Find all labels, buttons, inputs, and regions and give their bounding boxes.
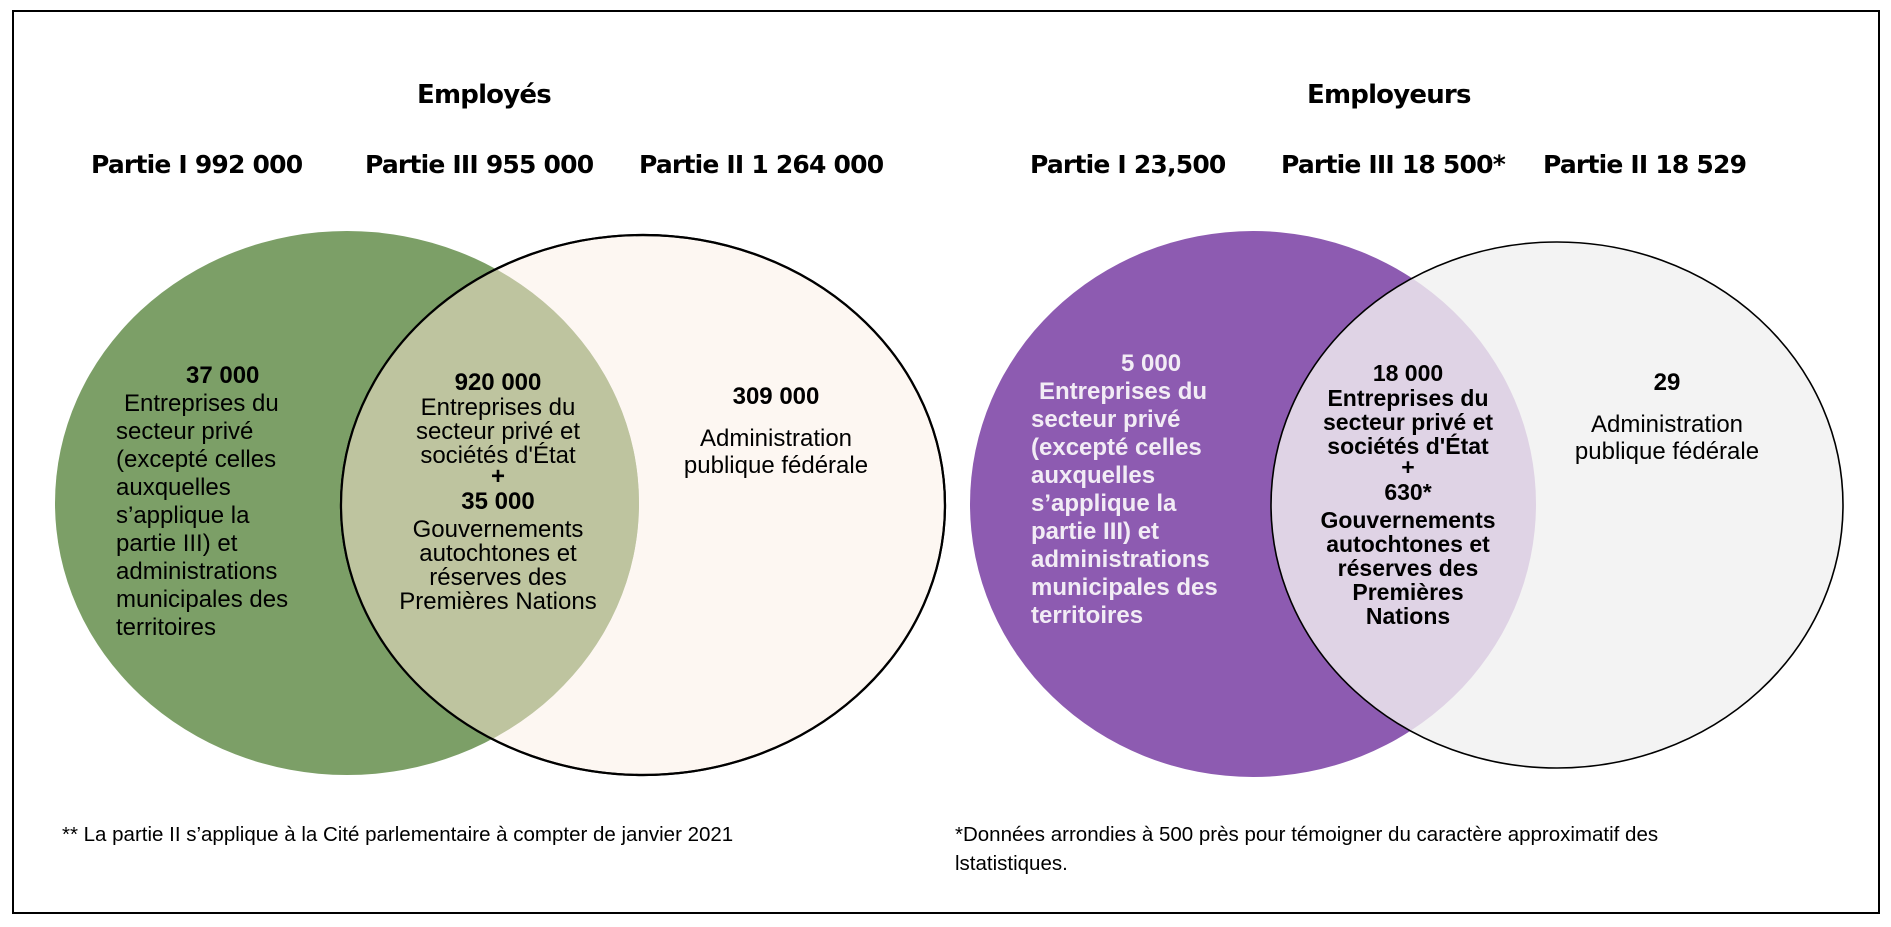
employeurs-title: Employeurs bbox=[1307, 80, 1471, 110]
employes-overlap-label: 920 000 Entreprises du secteur privé et sociétés d'État + 35 000 Gouvernements autochtones et réserves des Premières Nations bbox=[378, 370, 618, 614]
employeurs-part2-label: 29 Administration publique fédérale bbox=[1547, 369, 1787, 465]
employeurs-header-part2: Partie II 18 529 bbox=[1543, 150, 1747, 179]
employeurs-overlap-value2: 630* bbox=[1384, 479, 1432, 505]
employes-part1-value: 37 000 bbox=[186, 362, 260, 389]
employes-part2-label: 309 000 Administration publique fédérale bbox=[656, 383, 896, 479]
employeurs-overlap-value1: 18 000 bbox=[1372, 360, 1444, 386]
employes-header-part3: Partie III 955 000 bbox=[365, 150, 594, 179]
employeurs-header-part1: Partie I 23,500 bbox=[1030, 150, 1226, 179]
employes-title: Employés bbox=[417, 80, 551, 110]
employes-part1-label: 37 000 Entreprises du secteur privé (excepté celles auxquelles s’applique la partie III) et administrations municipales des territoires bbox=[116, 362, 336, 642]
employes-overlap-value1: 920 000 bbox=[454, 369, 542, 396]
employes-overlap-value2: 35 000 bbox=[461, 488, 535, 515]
employeurs-part2-value: 29 bbox=[1653, 369, 1681, 396]
footnote-left: ** La partie II s’applique à la Cité parlementaire à compter de janvier 2021 bbox=[62, 823, 734, 846]
employeurs-part1-value: 5 000 bbox=[1121, 350, 1182, 377]
employes-header-part2: Partie II 1 264 000 bbox=[639, 150, 884, 179]
employeurs-overlap-label: 18 000 Entreprises du secteur privé et sociétés d'État + 630* Gouvernements autochtones et réserves des Premières Nations bbox=[1288, 360, 1528, 628]
employeurs-header-part3: Partie III 18 500* bbox=[1281, 150, 1505, 179]
employeurs-part1-label: 5 000 Entreprises du secteur privé (excepté celles auxquelles s’applique la partie III) et administrations municipales des territoires bbox=[1031, 350, 1271, 630]
footnote-right-line2: lstatistiques. bbox=[955, 852, 1068, 875]
employes-header-part1: Partie I 992 000 bbox=[91, 150, 303, 179]
footnote-right-line1: *Données arrondies à 500 près pour témoigner du caractère approximatif des bbox=[955, 823, 1659, 846]
employes-part2-value: 309 000 bbox=[732, 383, 820, 410]
